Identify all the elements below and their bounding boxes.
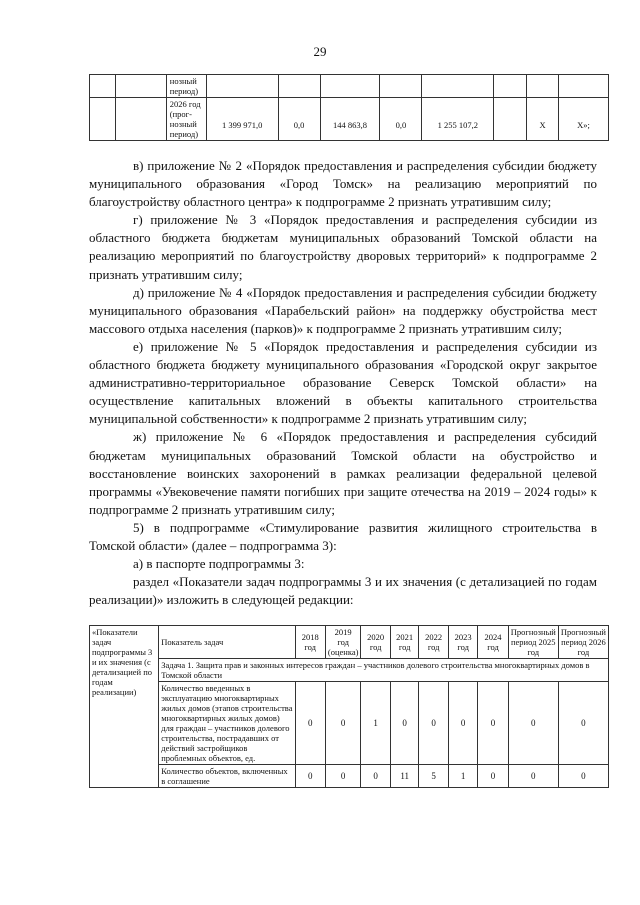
paragraph: г) приложение № 3 «Порядок предоставления и распределения субсидии из областного бюджета бюджетам муниципальных образований Томской области на реализацию мероприятий по благоустройству дворовых территорий» к подпрограмме 2 признать утратившим силу; — [89, 212, 597, 282]
document-body — [89, 157, 597, 609]
task-row — [90, 659, 609, 682]
table-row — [90, 765, 609, 788]
value-cell: 1 — [448, 765, 477, 788]
column-header: 2021 год — [390, 626, 419, 659]
table-cell — [494, 75, 527, 98]
column-header: Прогнозный период 2026 год — [558, 626, 608, 659]
table-cell — [115, 98, 166, 141]
value-cell: 0 — [478, 682, 508, 765]
column-header: Показатель задач — [159, 626, 295, 659]
table-cell — [380, 75, 422, 98]
indicator-name: Количество введенных в эксплуатацию многоквартирных жилых домов (этапов строительства многоквартирных жилых домов) для граждан – участников долевого строительства, пострадавших от действий застройщиков проблемных объектов, ед. — [159, 682, 295, 765]
value-cell: 1 399 971,0 — [206, 98, 278, 141]
table-cell — [527, 75, 559, 98]
value-cell: 0 — [295, 765, 325, 788]
value-cell: 1 — [361, 682, 390, 765]
table-cell — [559, 75, 609, 98]
value-cell: 11 — [390, 765, 419, 788]
table-header-row — [90, 626, 609, 659]
paragraph: 5) в подпрограмме «Стимулирование развития жилищного строительства в Томской области» (далее – подпрограмма 3): — [89, 519, 597, 553]
table-cell — [90, 75, 116, 98]
task-title: Задача 1. Защита прав и законных интересов граждан – участников долевого строительства многоквартирных домов в Томской области — [159, 659, 609, 682]
value-cell: 0 — [361, 765, 390, 788]
column-header: 2023 год — [448, 626, 477, 659]
value-cell: 1 255 107,2 — [422, 98, 494, 141]
paragraph: д) приложение № 4 «Порядок предоставления и распределения субсидии бюджету муниципального образования «Парабельский район» на поддержку обустройства мест массового отдыха населения (парков)» к подпрограмме 2 признать утратившим силу; — [89, 284, 597, 336]
paragraph: раздел «Показатели задач подпрограммы 3 и их значения (с детализацией по годам реализации)» изложить в следующей редакции: — [89, 574, 597, 608]
value-cell: 0 — [295, 682, 325, 765]
value-cell: 144 863,8 — [320, 98, 380, 141]
value-cell: 0 — [419, 682, 448, 765]
column-header: 2024 год — [478, 626, 508, 659]
indicators-table — [89, 625, 609, 788]
column-header: 2022 год — [419, 626, 448, 659]
indicator-name: Количество объектов, включенных в соглашение — [159, 765, 295, 788]
column-header: 2019 год (оценка) — [325, 626, 361, 659]
value-cell: 0,0 — [380, 98, 422, 141]
paragraph: в) приложение № 2 «Порядок предоставления и распределения субсидии бюджету муниципального образования «Город Томск» на реализацию мероприятий по благоустройству областного центра» к подпрограмме 2 признать утратившим силу; — [89, 158, 597, 210]
table-row — [90, 75, 609, 98]
continued-funding-table — [89, 74, 609, 141]
paragraph: ж) приложение № 6 «Порядок предоставления и распределения субсидий бюджетам муниципальных образований Томской области на обустройство и восстановление воинских захоронений в рамках реализации федеральной целевой программы «Увековечение памяти погибших при защите отечества на 2019 – 2024 годы» к подпрограмме 2 признать утратившим силу; — [89, 429, 597, 517]
table-cell — [278, 75, 320, 98]
value-cell: Х — [527, 98, 559, 141]
value-cell — [494, 98, 527, 141]
paragraph: е) приложение № 5 «Порядок предоставления и распределения субсидии из областного бюджета бюджету муниципального образования «Городской округ закрытое административно-территориальное образование Северск Томской области» на осуществление капитальных вложений в объекты капитального строительства муниципальной собственности» к подпрограмме 2 признать утратившим силу; — [89, 338, 597, 427]
page-number: 29 — [313, 44, 327, 59]
table-cell — [320, 75, 380, 98]
value-cell: 0 — [478, 765, 508, 788]
indicators-section-label: «Показатели задач подпрограммы 3 и их значения (с детализацией по годам реализации) — [90, 626, 159, 788]
column-header: 2020 год — [361, 626, 390, 659]
table-cell — [90, 98, 116, 141]
table-cell — [422, 75, 494, 98]
value-cell: 0 — [325, 765, 361, 788]
value-cell: Х»; — [559, 98, 609, 141]
value-cell: 0 — [508, 682, 558, 765]
table-cell — [115, 75, 166, 98]
value-cell: 5 — [419, 765, 448, 788]
period-cell: 2026 год (прог- нозный период) — [166, 98, 206, 141]
column-header: 2018 год — [295, 626, 325, 659]
table-row — [90, 98, 609, 141]
value-cell: 0 — [558, 765, 608, 788]
value-cell: 0 — [390, 682, 419, 765]
period-cell: нозный период) — [166, 75, 206, 98]
value-cell: 0 — [448, 682, 477, 765]
table-row — [90, 682, 609, 765]
value-cell: 0,0 — [278, 98, 320, 141]
column-header: Прогнозный период 2025 год — [508, 626, 558, 659]
paragraph: а) в паспорте подпрограммы 3: — [133, 556, 305, 572]
value-cell: 0 — [508, 765, 558, 788]
value-cell: 0 — [325, 682, 361, 765]
table-cell — [206, 75, 278, 98]
value-cell: 0 — [558, 682, 608, 765]
